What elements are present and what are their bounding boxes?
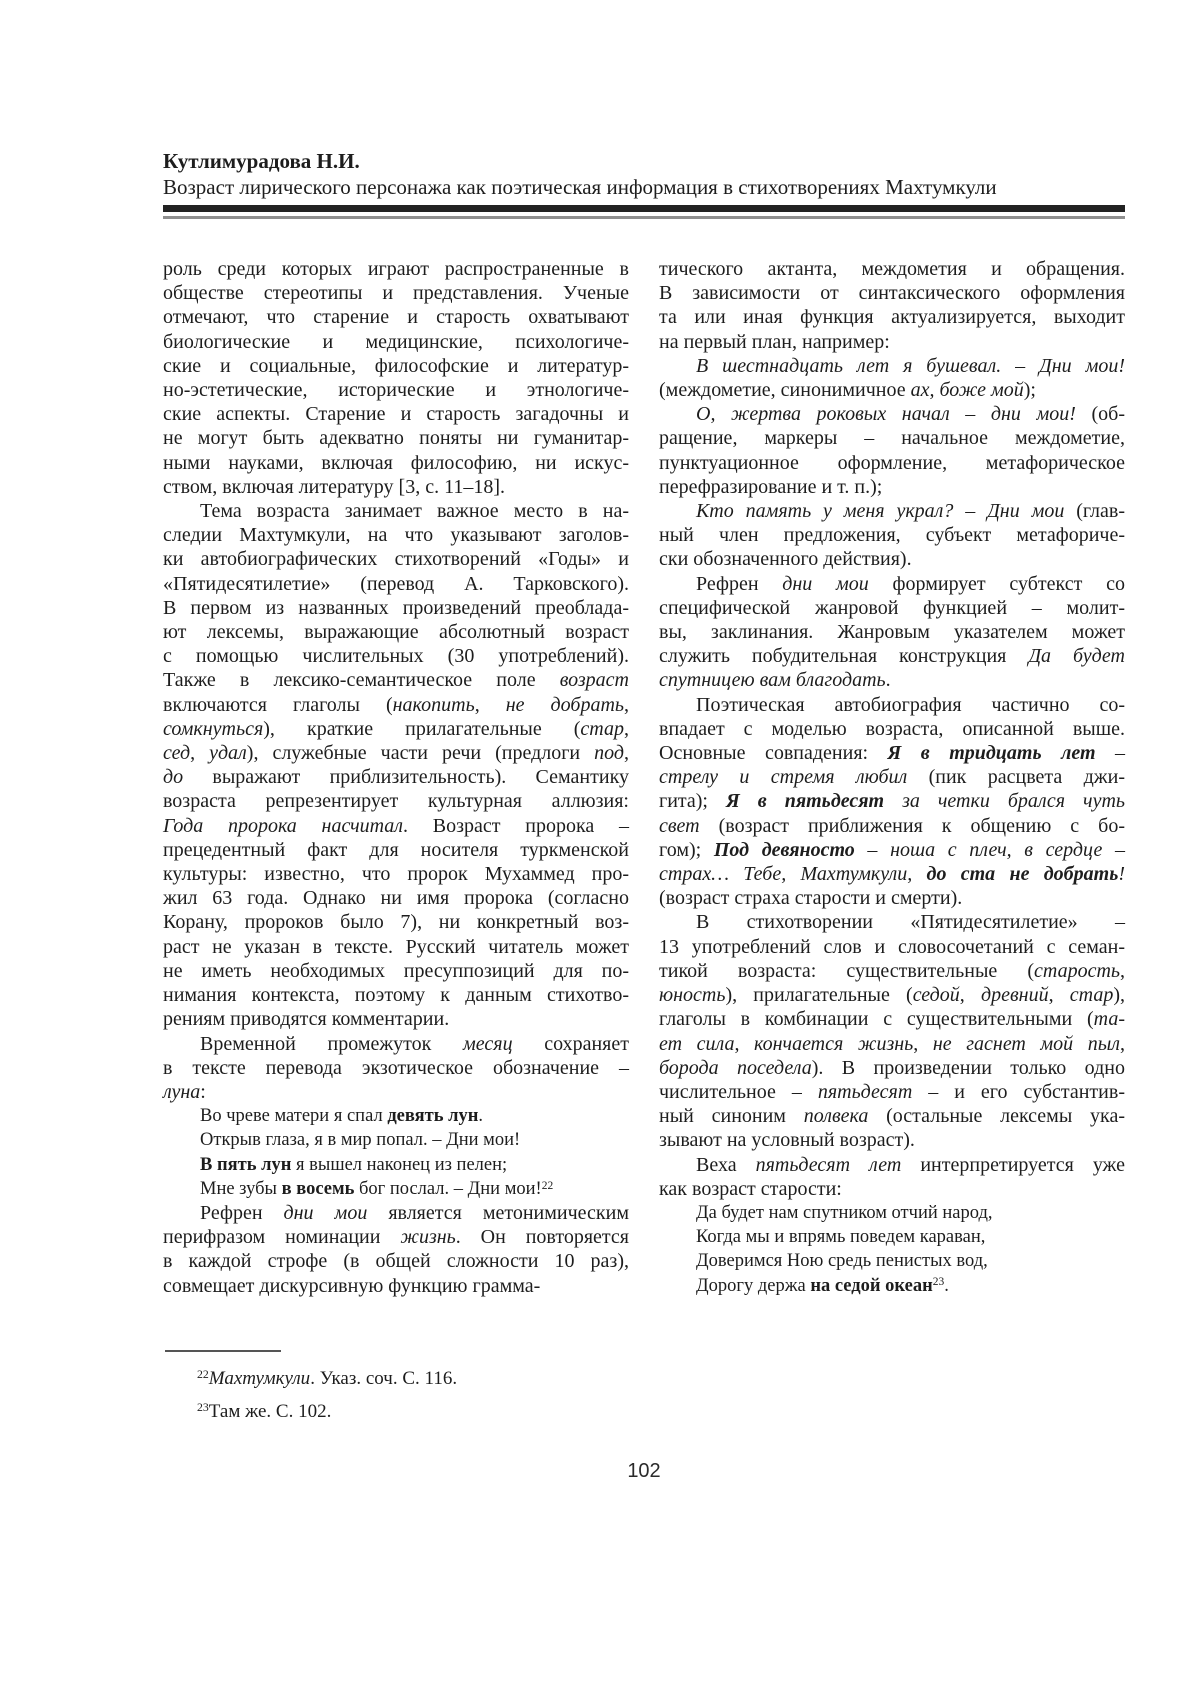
text-run: как возраст старости: xyxy=(659,1177,842,1200)
text-line xyxy=(163,1007,629,1031)
text-line xyxy=(659,789,1125,813)
text-run: , xyxy=(624,742,629,765)
text-run: (остальные лексемы ука- xyxy=(868,1105,1125,1128)
text-run: (возраст приближения к общению с бо- xyxy=(699,814,1125,837)
page xyxy=(163,0,1125,1483)
text-run: под xyxy=(594,742,624,765)
text-run: ские аспекты. Старение и старость загадочны и xyxy=(163,403,629,426)
text-line xyxy=(163,378,629,402)
article-title: Возраст лирического персонажа как поэтическая информация в стихотворениях Махтумкули xyxy=(163,175,997,199)
text-line xyxy=(659,596,1125,620)
text-line xyxy=(659,765,1125,789)
text-run: роль среди которых играют распространенные в xyxy=(163,258,629,280)
two-column-body xyxy=(163,257,1125,1298)
text-run: ), прилагательные ( xyxy=(725,984,913,1007)
text-run: бог послал. – Дни мои! xyxy=(354,1178,542,1199)
text-run: тикой возраста: существительные ( xyxy=(659,959,1034,982)
text-run: гом); xyxy=(659,838,714,861)
text-line xyxy=(659,1128,1125,1152)
text-run: ); xyxy=(1023,379,1036,402)
text-run: на первый план, например: xyxy=(659,330,890,353)
text-run: . Указ. соч. С. 116. xyxy=(310,1367,458,1389)
text-run: вы, заклинания. Жанровым указателем может xyxy=(659,621,1125,644)
text-run: Дорогу держа xyxy=(696,1275,811,1296)
text-line xyxy=(659,668,1125,692)
text-run: жил 63 года. Однако ни имя пророка (согласно xyxy=(163,887,629,910)
text-run: Поэтическая автобиография частично со- xyxy=(696,693,1125,716)
text-run: В первом из названных произведений преоблада- xyxy=(163,596,629,619)
footnote-reference: 22 xyxy=(541,1179,554,1192)
text-line xyxy=(163,838,629,862)
text-line xyxy=(659,1153,1125,1177)
column-right xyxy=(659,257,1125,1298)
text-run: отмечают, что старение и старость охватывают xyxy=(163,306,629,329)
text-run: . xyxy=(944,1275,949,1296)
text-run: , xyxy=(474,693,506,716)
text-run: (возраст страха старости и смерти). xyxy=(659,887,963,910)
text-run: но-эстетические, исторические и этнологиче- xyxy=(163,379,629,402)
text-line xyxy=(163,281,629,305)
footnote-reference: 23 xyxy=(932,1276,945,1289)
text-run: возраст xyxy=(559,669,629,692)
text-run: , xyxy=(1048,984,1070,1007)
text-line xyxy=(659,693,1125,717)
text-run: Я в пятьдесят xyxy=(725,790,885,813)
text-run: страх… Тебе, Махтумкули, xyxy=(659,863,927,886)
verse-block xyxy=(659,1201,1125,1298)
text-run: Во чреве матери я спал xyxy=(200,1106,388,1127)
text-run: дни мои xyxy=(283,1201,368,1224)
text-run: перефразирование и т. п.); xyxy=(659,475,883,498)
text-line xyxy=(163,1249,629,1273)
text-run: ращение, маркеры – начальное междометие, xyxy=(659,427,1125,450)
text-run: до ста не добрать xyxy=(926,863,1119,886)
text-line xyxy=(163,1056,629,1080)
text-run: месяц xyxy=(463,1032,513,1055)
text-run: числительное – xyxy=(659,1080,818,1103)
text-line xyxy=(659,523,1125,547)
text-line xyxy=(163,789,629,813)
text-line xyxy=(163,693,629,717)
text-line xyxy=(659,499,1125,523)
footnote-reference: 23 xyxy=(197,1401,209,1415)
text-run: ах, боже мой xyxy=(910,379,1024,402)
text-run: прецедентный факт для носителя туркменской xyxy=(163,838,629,861)
text-run: биологические и медицинские, психологиче- xyxy=(163,330,629,353)
text-line xyxy=(163,354,629,378)
paragraph xyxy=(659,257,1125,354)
text-line xyxy=(659,305,1125,329)
text-line xyxy=(163,402,629,426)
footnote-reference: 22 xyxy=(197,1368,209,1382)
text-line xyxy=(659,547,1125,571)
text-run: , xyxy=(190,742,210,765)
text-run: юность xyxy=(659,984,726,1007)
text-line xyxy=(659,1056,1125,1080)
text-run: ски обозначенного действия). xyxy=(659,548,912,571)
header-rule xyxy=(163,205,1125,219)
text-run: луна xyxy=(163,1080,201,1103)
text-run: обществе стереотипы и представления. Ученые xyxy=(163,282,629,305)
text-run: Также в лексико-семантическое поле xyxy=(163,669,560,692)
text-run: . Возраст пророка – xyxy=(403,814,629,837)
text-line xyxy=(659,910,1125,934)
text-line xyxy=(163,330,629,354)
text-run: ), краткие прилагательные ( xyxy=(263,717,581,740)
text-run: (глав- xyxy=(1064,500,1125,523)
text-run: та или иная функция актуализируется, выходит xyxy=(659,306,1125,329)
text-line xyxy=(659,330,1125,354)
text-line xyxy=(163,596,629,620)
text-run: ). В произведении только одно xyxy=(811,1056,1125,1079)
verse-line xyxy=(696,1274,1125,1298)
text-run: Махтумкули xyxy=(208,1367,311,1389)
text-run: впадает с моделью возраста, описанной выше. xyxy=(659,717,1125,740)
text-run: , xyxy=(1120,959,1125,982)
text-run: Корану, пророков было 7), ни конкретный воз- xyxy=(163,911,629,934)
text-run: пятьдесят лет xyxy=(755,1153,902,1176)
text-line xyxy=(163,1032,629,1056)
text-run: Рефрен xyxy=(200,1201,284,1224)
paragraph xyxy=(163,257,629,499)
paragraph xyxy=(659,1153,1125,1201)
text-run: не добрать xyxy=(505,693,625,716)
verse-line xyxy=(200,1177,629,1201)
text-run: . xyxy=(885,669,891,692)
text-line xyxy=(659,402,1125,426)
text-line xyxy=(163,814,629,838)
text-line xyxy=(659,983,1125,1007)
verse-line xyxy=(200,1128,629,1152)
text-line xyxy=(163,499,629,523)
text-line xyxy=(163,426,629,450)
text-run: – и его субстантив- xyxy=(912,1080,1125,1103)
text-line xyxy=(659,814,1125,838)
text-line xyxy=(659,1177,1125,1201)
text-run: , xyxy=(624,717,629,740)
text-run: Рефрен xyxy=(696,572,783,595)
text-line xyxy=(659,935,1125,959)
text-run: (об- xyxy=(1075,403,1125,426)
text-line xyxy=(163,741,629,765)
text-line xyxy=(163,1274,629,1298)
column-left xyxy=(163,257,629,1298)
text-line xyxy=(659,644,1125,668)
verse-line xyxy=(696,1201,1125,1225)
text-line xyxy=(659,475,1125,499)
text-run: ством, включая литературу [3, с. 11–18]. xyxy=(163,475,505,498)
text-run: не гаснет мой пыл xyxy=(932,1032,1121,1055)
text-line xyxy=(163,910,629,934)
text-run: до xyxy=(163,766,184,789)
text-line xyxy=(659,451,1125,475)
text-run: формирует субтекст со xyxy=(868,572,1125,595)
text-run: зывают на условный возраст). xyxy=(659,1129,915,1152)
text-run: возраста репрезентирует культурная аллюзия: xyxy=(163,790,629,813)
paragraph xyxy=(659,354,1125,402)
text-run: удал xyxy=(209,742,247,765)
text-run: та- xyxy=(1093,1008,1125,1031)
text-run: Основные совпадения: xyxy=(659,742,888,765)
verse-block xyxy=(163,1104,629,1201)
text-run: , xyxy=(734,1032,755,1055)
text-run: на седой океан xyxy=(810,1275,933,1296)
text-line xyxy=(163,451,629,475)
text-line xyxy=(659,862,1125,886)
text-run: в каждой строфе (в общей сложности 10 раз), xyxy=(163,1250,629,1273)
text-run: , xyxy=(1120,1032,1126,1055)
text-run: специфической жанровой функцией – молит- xyxy=(659,596,1125,619)
text-run: О, жертва роковых начал – дни мои! xyxy=(696,403,1076,426)
text-run: Я в тридцать лет xyxy=(887,742,1096,765)
text-line xyxy=(163,305,629,329)
text-run: Года пророка насчитал xyxy=(163,814,404,837)
text-run: ! xyxy=(1118,863,1126,886)
text-run: глаголы в комбинации с существительными ( xyxy=(659,1008,1094,1031)
text-run: полвека xyxy=(803,1105,869,1128)
text-run: ный синоним xyxy=(659,1105,804,1128)
text-run: В зависимости от синтаксического оформления xyxy=(659,282,1125,305)
text-run: ские и социальные, философские и литератур- xyxy=(163,354,629,377)
text-run: тического актанта, междометия и обращения. xyxy=(659,258,1125,280)
text-run: стар xyxy=(1069,984,1114,1007)
text-run: Тема возраста занимает важное место в на- xyxy=(200,500,629,523)
text-run: – ноша с плеч, в сердце – xyxy=(854,838,1126,861)
text-run: Да будет xyxy=(1028,645,1125,668)
text-run: пунктуационное оформление, метафорическое xyxy=(659,451,1125,474)
text-run: Доверимся Ною средь пенистых вод, xyxy=(696,1251,988,1272)
text-line xyxy=(163,886,629,910)
text-run: рениям приводятся комментарии. xyxy=(163,1008,450,1031)
paragraph xyxy=(659,499,1125,572)
text-run: В шестнадцать лет я бушевал. – Дни мои! xyxy=(696,354,1125,377)
verse-line xyxy=(696,1249,1125,1273)
text-run: пятьдесят xyxy=(817,1080,913,1103)
article-author: Кутлимурадова Н.И. xyxy=(163,149,360,173)
text-run: ют лексемы, выражающие абсолютный возраст xyxy=(163,621,629,644)
text-line xyxy=(659,257,1125,281)
text-run: спутницею вам благодать xyxy=(659,669,886,692)
text-line xyxy=(659,354,1125,378)
text-line xyxy=(659,1104,1125,1128)
text-run: ный член предложения, субъект метафориче- xyxy=(659,524,1125,547)
text-run: Временной промежуток xyxy=(200,1032,464,1055)
text-line xyxy=(659,281,1125,305)
text-run: ки автобиографических стихотворений «Годы» и xyxy=(163,548,629,571)
text-run: свет xyxy=(659,814,700,837)
text-run: ными науками, включая философию, ни искус- xyxy=(163,451,629,474)
text-line xyxy=(163,1080,629,1104)
text-line xyxy=(163,257,629,281)
footnotes xyxy=(163,1362,629,1428)
text-run: нимания контекста, поэтому к данным стихотво- xyxy=(163,984,629,1007)
text-run: за четки брался чуть xyxy=(884,790,1126,813)
text-run: Там же. С. 102. xyxy=(208,1400,332,1422)
text-line xyxy=(163,717,629,741)
text-line xyxy=(163,523,629,547)
text-run: девять лун xyxy=(387,1106,479,1127)
text-line xyxy=(659,1032,1125,1056)
text-line xyxy=(163,1201,629,1225)
text-run: в восемь xyxy=(281,1178,355,1199)
text-run: , xyxy=(913,1032,933,1055)
text-run: (пик расцвета джи- xyxy=(907,766,1125,789)
text-line xyxy=(659,426,1125,450)
text-line xyxy=(163,668,629,692)
text-run: сохраняет xyxy=(512,1032,629,1055)
text-line xyxy=(659,378,1125,402)
text-run: стрелу и стремя любил xyxy=(659,766,908,789)
text-run: Под девяносто xyxy=(713,838,855,861)
text-run: , xyxy=(959,984,981,1007)
text-run: культуры: известно, что пророк Мухаммед про- xyxy=(163,863,629,886)
text-line xyxy=(163,935,629,959)
paragraph xyxy=(659,572,1125,693)
text-run: В стихотворении «Пятидесятилетие» – xyxy=(696,911,1125,934)
verse-line xyxy=(200,1104,629,1128)
text-run: стар xyxy=(580,717,624,740)
text-line xyxy=(163,572,629,596)
paragraph xyxy=(659,693,1125,911)
text-run: «Пятидесятилетие» (перевод А. Тарковского). xyxy=(163,572,629,595)
text-run: В пять лун xyxy=(200,1154,292,1175)
text-line xyxy=(163,547,629,571)
text-line xyxy=(163,765,629,789)
page-number: 102 xyxy=(627,1459,661,1482)
text-line xyxy=(659,838,1125,862)
text-line xyxy=(659,717,1125,741)
text-run: . xyxy=(478,1106,484,1127)
text-run: в тексте перевода экзотическое обозначение – xyxy=(163,1056,629,1079)
footnote-separator xyxy=(165,1350,281,1352)
text-run: является метонимическим xyxy=(367,1201,629,1224)
text-run: седой xyxy=(912,984,960,1007)
text-run: жизнь xyxy=(400,1226,456,1249)
text-run: ), служебные части речи (предлоги xyxy=(246,742,595,765)
text-run: (междометие, синонимичное xyxy=(659,379,911,402)
text-line xyxy=(163,983,629,1007)
text-run: не иметь необходимых пресуппозиций для по- xyxy=(163,959,629,982)
text-run: интерпретируется уже xyxy=(901,1153,1125,1176)
text-run: дни мои xyxy=(782,572,869,595)
text-line xyxy=(659,572,1125,596)
paragraph xyxy=(659,910,1125,1152)
text-line xyxy=(659,886,1125,910)
text-run: сед xyxy=(163,742,191,765)
text-run: кончается жизнь xyxy=(754,1032,914,1055)
footnote xyxy=(163,1362,629,1395)
text-run: старость xyxy=(1034,959,1120,982)
text-run: , xyxy=(624,693,630,716)
text-run: : xyxy=(200,1080,206,1103)
text-run: совмещает дискурсивную функцию грамма- xyxy=(163,1274,541,1297)
text-line xyxy=(163,959,629,983)
paragraph xyxy=(163,499,629,1031)
text-line xyxy=(659,1007,1125,1031)
text-run: раст не указан в тексте. Русский читатель может xyxy=(163,935,629,958)
paragraph xyxy=(659,402,1125,499)
text-run: следии Махтумкули, на что указывают заголов- xyxy=(163,524,629,547)
text-run: выражают приблизительность). Семантику xyxy=(183,766,629,789)
verse-line xyxy=(696,1225,1125,1249)
text-run: Когда мы и впрямь поведем караван, xyxy=(696,1227,986,1248)
text-run: ), xyxy=(1113,984,1125,1007)
text-line xyxy=(163,644,629,668)
text-run: накопить xyxy=(392,693,475,716)
text-run: Открыв глаза, я в мир попал. – Дни мои! xyxy=(200,1130,521,1151)
text-run: с помощью числительных (30 употреблений). xyxy=(163,645,629,668)
text-line xyxy=(163,1225,629,1249)
text-run: не могут быть адекватно поняты ни гуманитар- xyxy=(163,427,629,450)
paragraph xyxy=(163,1201,629,1298)
text-run: Мне зубы xyxy=(200,1178,282,1199)
text-run: Да будет нам спутником отчий народ, xyxy=(696,1202,993,1223)
text-line xyxy=(659,620,1125,644)
text-line xyxy=(659,1080,1125,1104)
text-run: сомкнуться xyxy=(163,717,264,740)
footnote xyxy=(163,1395,629,1428)
text-run: Кто память у меня украл? – Дни мои xyxy=(696,500,1065,523)
text-line xyxy=(163,862,629,886)
text-run: я вышел наконец из пелен; xyxy=(291,1154,508,1175)
text-run: Веха xyxy=(696,1153,756,1176)
text-run: . Он повторяется xyxy=(455,1226,629,1249)
text-run: древний xyxy=(980,984,1049,1007)
text-run: перифразом номинации xyxy=(163,1226,401,1249)
text-run: борода поседела xyxy=(659,1056,812,1079)
text-run: 13 употреблений слов и словосочетаний с семан- xyxy=(659,935,1125,958)
text-line xyxy=(659,959,1125,983)
text-line xyxy=(659,741,1125,765)
text-run: гита); xyxy=(659,790,726,813)
text-run: включаются глаголы ( xyxy=(163,693,393,716)
paragraph xyxy=(163,1032,629,1105)
text-run: – xyxy=(1095,742,1125,765)
text-run: служить побудительная конструкция xyxy=(659,645,1029,668)
verse-line xyxy=(200,1153,629,1177)
text-line xyxy=(163,475,629,499)
text-line xyxy=(163,620,629,644)
text-run: ет сила xyxy=(659,1032,735,1055)
